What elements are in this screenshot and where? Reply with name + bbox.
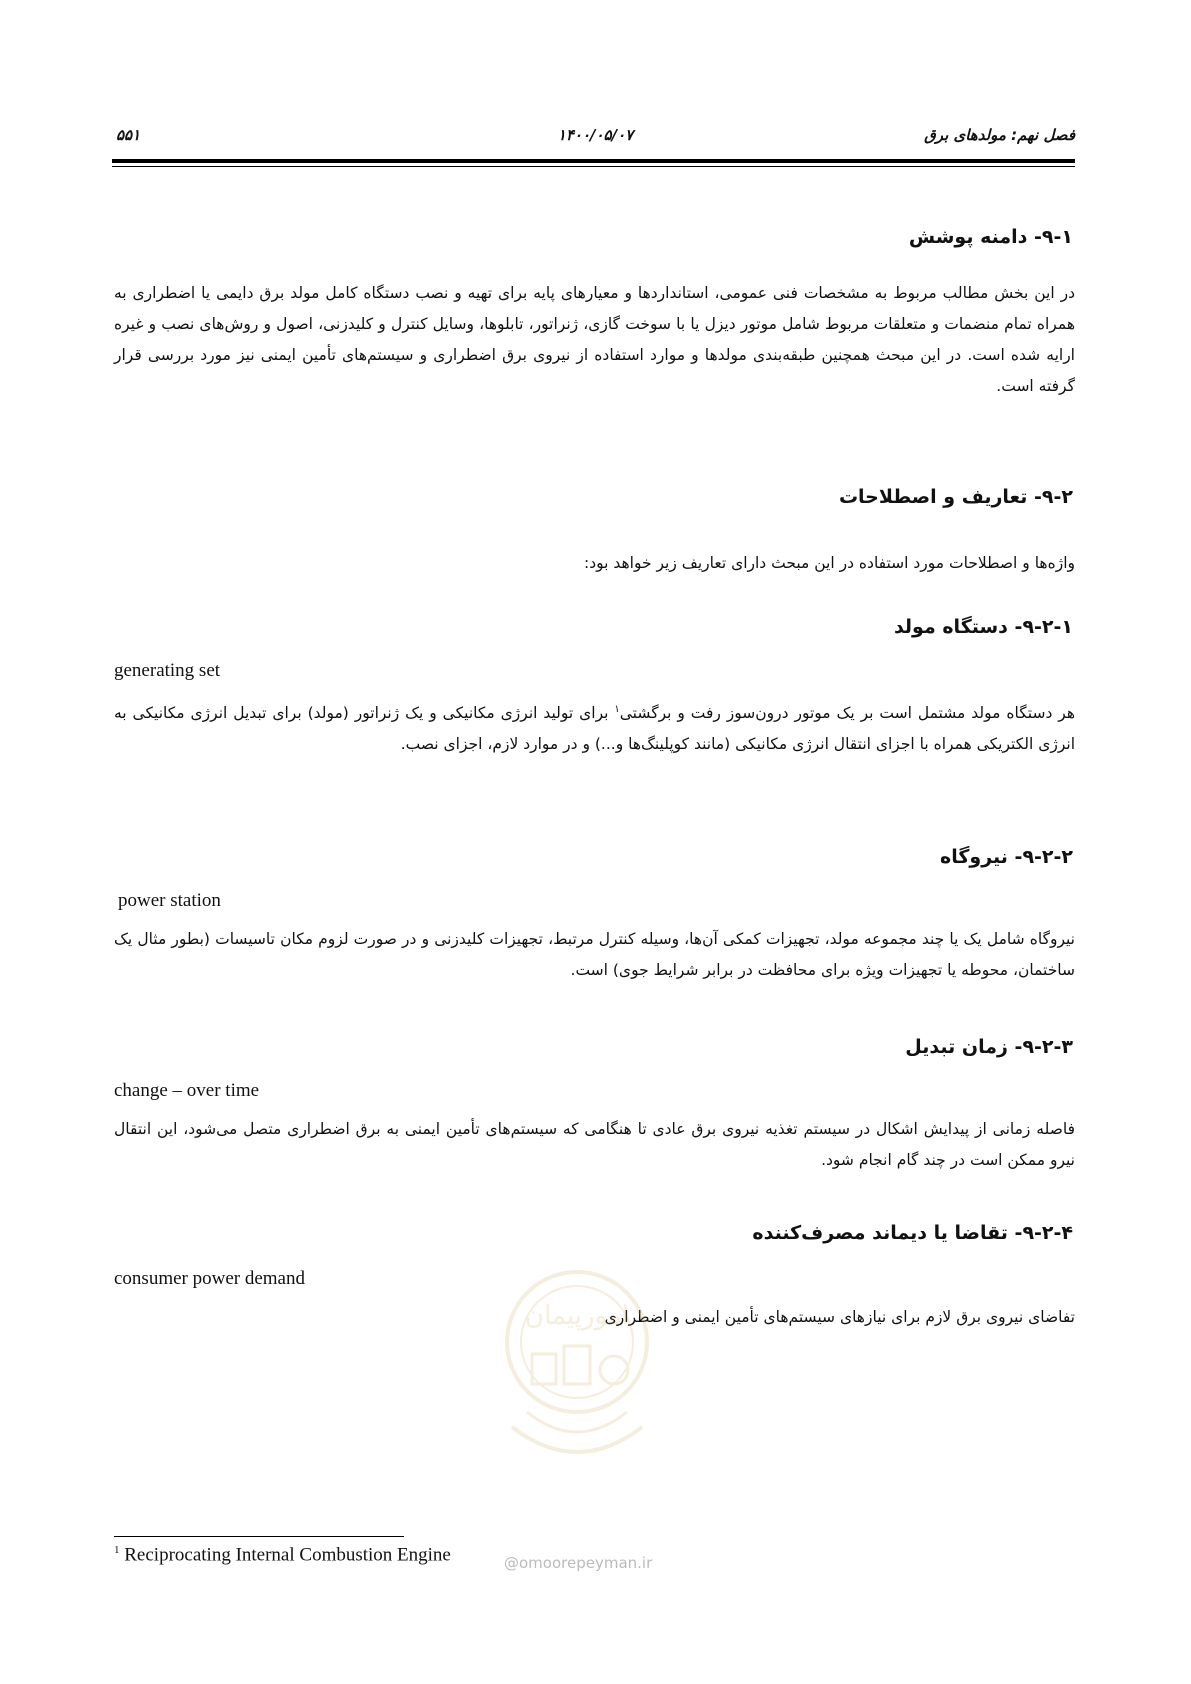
section-body-9-2-1 bbox=[114, 694, 1075, 760]
watermark-url: @omoorepeyman.ir bbox=[504, 1554, 653, 1572]
footnote-number: 1 bbox=[114, 1544, 120, 1556]
chapter-title: فصل نهم: مولدهای برق bbox=[924, 126, 1075, 144]
term-english-power-station: power station bbox=[118, 890, 221, 911]
section-heading-9-2-4: ۹-۲-۴- تقاضا یا دیماند مصرف‌کننده bbox=[752, 1222, 1073, 1244]
body-part-a: هر دستگاه مولد مشتمل است بر یک موتور درون‌سوز رفت و برگشتی bbox=[619, 704, 1075, 723]
body-part-b: برای تولید انرژی مکانیکی و یک ژنراتور (مولد) برای تبدیل انرژی مکانیکی به انرژی الکتریکی همراه با اجزای انتقال انرژی مکانیکی (مانند کوپلینگ‌ها و...) و در موارد لازم، اجزای نصب. bbox=[114, 704, 1075, 754]
header-rule-thin bbox=[112, 166, 1075, 167]
section-body-9-2-2: نیروگاه شامل یک یا چند مجموعه مولد، تجهیزات کمکی آن‌ها، وسیله کنترل مرتبط، تجهیزات کلیدزنی و در صورت لزوم مکان تاسیسات (بطور مثال یک ساختمان، محوطه یا تجهیزات ویژه برای محافظت در برابر شرایط جوی) است. bbox=[114, 930, 1075, 979]
running-header bbox=[116, 126, 1075, 154]
footnote-text: Reciprocating Internal Combustion Engine bbox=[124, 1544, 451, 1566]
section-heading-9-2-1: ۹-۲-۱- دستگاه مولد bbox=[893, 616, 1073, 638]
footnote bbox=[114, 1544, 451, 1566]
term-english-consumer-power-demand: consumer power demand bbox=[114, 1268, 305, 1289]
section-body-9-2-3: فاصله زمانی از پیدایش اشکال در سیستم تغذیه نیروی برق عادی تا هنگامی که سیستم‌های تأمین ایمنی به برق اضطراری متصل می‌شود، این انتقال نیرو ممکن است در چند گام انجام شود. bbox=[114, 1120, 1075, 1169]
watermark-logo-text: امورپیمان bbox=[524, 1301, 630, 1331]
section-intro-9-2: واژه‌ها و اصطلاحات مورد استفاده در این مبحث دارای تعاریف زیر خواهد بود: bbox=[584, 554, 1075, 572]
header-rule-thick bbox=[112, 159, 1075, 163]
section-heading-9-1: ۹-۱- دامنه پوشش bbox=[908, 226, 1073, 248]
page-number: ۵۵۱ bbox=[116, 126, 141, 144]
term-english-generating-set: generating set bbox=[114, 660, 221, 681]
footnote-rule bbox=[114, 1536, 404, 1537]
section-body-9-2-4: تفاضای نیروی برق لازم برای نیازهای سیستم‌های تأمین ایمنی و اضطراری bbox=[604, 1308, 1075, 1326]
section-heading-9-2-3: ۹-۲-۳- زمان تبدیل bbox=[905, 1036, 1073, 1058]
section-body-9-1: در این بخش مطالب مربوط به مشخصات فنی عمومی، استانداردها و معیارهای پایه برای تهیه و نصب دستگاه کامل مولد برق دایمی یا اضطراری به همراه تمام منضمات و متعلقات مربوط شامل موتور دیزل یا با سوخت گازی، ژنراتور، تابلوها، وسایل کنترل و کلیدزنی، اصول و روش‌های نصب و غیره ارایه شده است. در این مبحث همچنین طبقه‌بندی مولدها و موارد استفاده از نیروی برق اضطراری و سیستم‌های تأمین ایمنی نیز مورد بررسی قرار گرفته است. bbox=[114, 284, 1075, 395]
watermark-logo bbox=[492, 1262, 662, 1482]
section-heading-9-2-2: ۹-۲-۲- نیروگاه bbox=[940, 846, 1073, 868]
header-date: ۱۴۰۰/۰۵/۰۷ bbox=[557, 126, 634, 144]
section-heading-9-2: ۹-۲- تعاریف و اصطلاحات bbox=[838, 486, 1073, 508]
term-english-change-over-time: change – over time bbox=[114, 1080, 260, 1101]
footnote-reference[interactable]: ۱ bbox=[614, 704, 620, 715]
